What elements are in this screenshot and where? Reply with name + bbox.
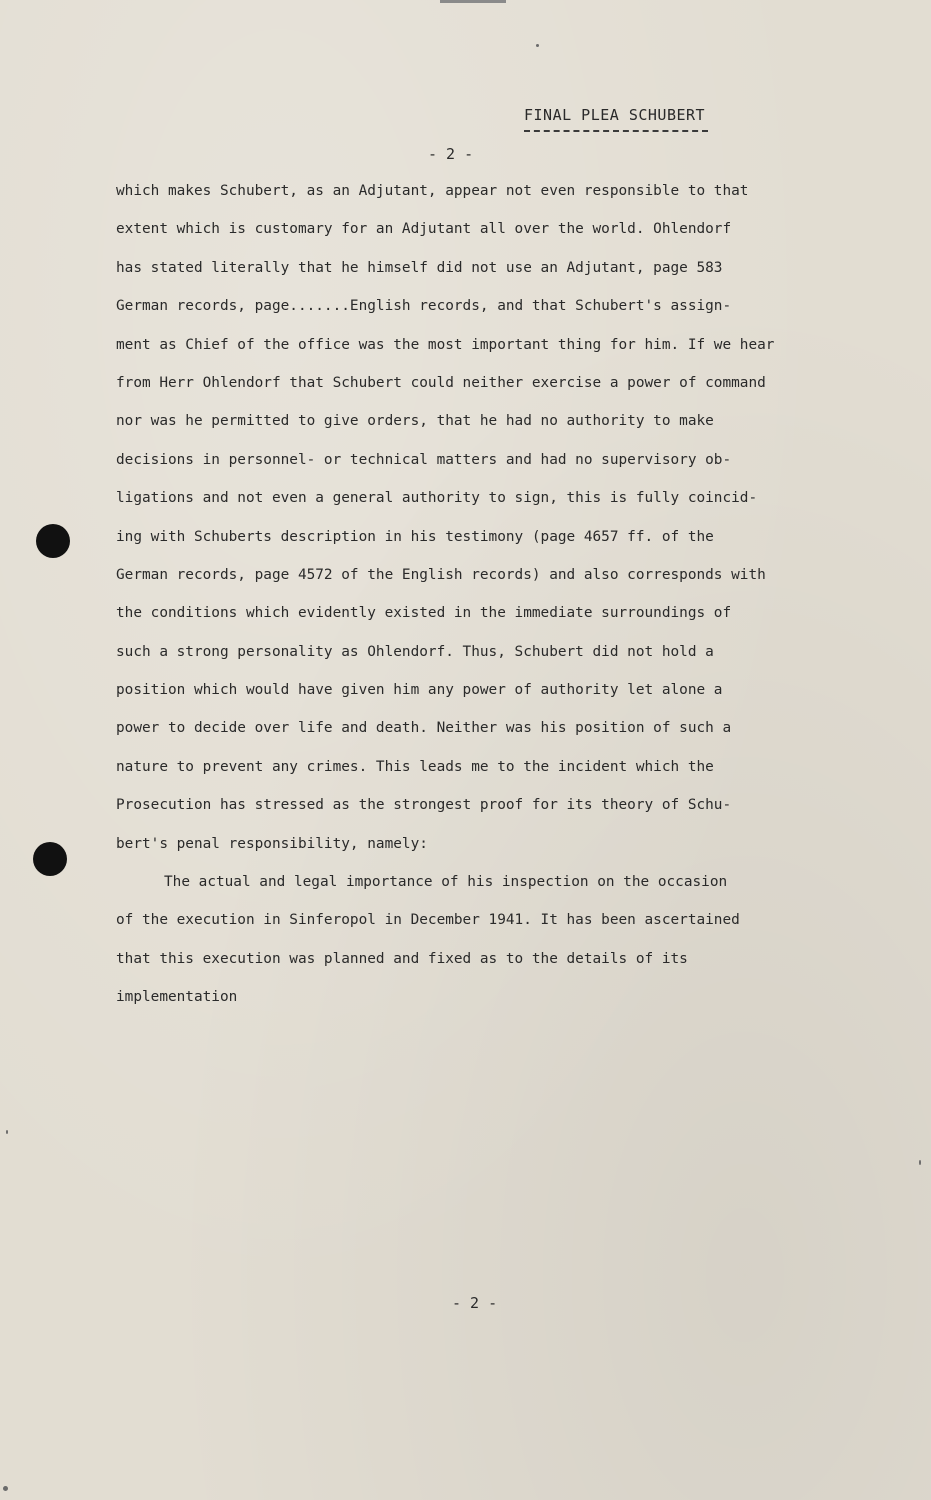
- paper-speck: [919, 1160, 921, 1165]
- text-line: implementation: [116, 989, 238, 1006]
- text-line: German records, page 4572 of the English records) and also corresponds with: [116, 566, 766, 583]
- text-line: ing with Schuberts description in his testimony (page 4657 ff. of the: [116, 528, 714, 545]
- text-line: nor was he permitted to give orders, that he had no authority to make: [116, 413, 714, 430]
- text-line-paragraph-start: The actual and legal importance of his inspection on the occasion: [164, 874, 728, 891]
- text-line: from Herr Ohlendorf that Schubert could neither exercise a power of command: [116, 374, 766, 391]
- paper-speck: [536, 44, 539, 47]
- text-line: which makes Schubert, as an Adjutant, appear not even responsible to that: [116, 183, 749, 199]
- text-line: nature to prevent any crimes. This leads me to the incident which the: [116, 758, 714, 775]
- text-line: of the execution in Sinferopol in December 1941. It has been ascertained: [116, 912, 740, 929]
- text-line: that this execution was planned and fixed as to the details of its: [116, 950, 688, 967]
- text-line: decisions in personnel- or technical matters and had no supervisory ob-: [116, 451, 732, 468]
- paper-speck: [6, 1130, 8, 1134]
- page-number-bottom: - 2 -: [452, 1294, 498, 1312]
- document-title: FINAL PLEA SCHUBERT: [524, 106, 706, 124]
- title-underline: [524, 130, 708, 132]
- text-line: extent which is customary for an Adjutant all over the world. Ohlendorf: [116, 221, 732, 238]
- text-line: the conditions which evidently existed in the immediate surroundings of: [116, 605, 732, 622]
- text-line: ligations and not even a general authority to sign, this is fully coincid-: [116, 490, 758, 507]
- text-line: has stated literally that he himself did not use an Adjutant, page 583: [116, 259, 723, 276]
- page-number-top: - 2 -: [428, 145, 474, 163]
- paper-speck: [3, 1486, 8, 1491]
- text-line: ment as Chief of the office was the most important thing for him. If we hear: [116, 336, 775, 353]
- text-line: bert's penal responsibility, namely:: [116, 835, 428, 852]
- body-text: [116, 177, 856, 1022]
- text-line: German records, page.......English records, and that Schubert's assign-: [116, 298, 732, 315]
- text-line: Prosecution has stressed as the strongest proof for its theory of Schu-: [116, 797, 732, 814]
- text-line: position which would have given him any power of authority let alone a: [116, 682, 723, 699]
- page-edge-mark: [440, 0, 506, 3]
- text-line: such a strong personality as Ohlendorf. Thus, Schubert did not hold a: [116, 643, 714, 660]
- punch-hole: [33, 842, 67, 876]
- text-line: power to decide over life and death. Neither was his position of such a: [116, 720, 732, 737]
- punch-hole: [36, 524, 70, 558]
